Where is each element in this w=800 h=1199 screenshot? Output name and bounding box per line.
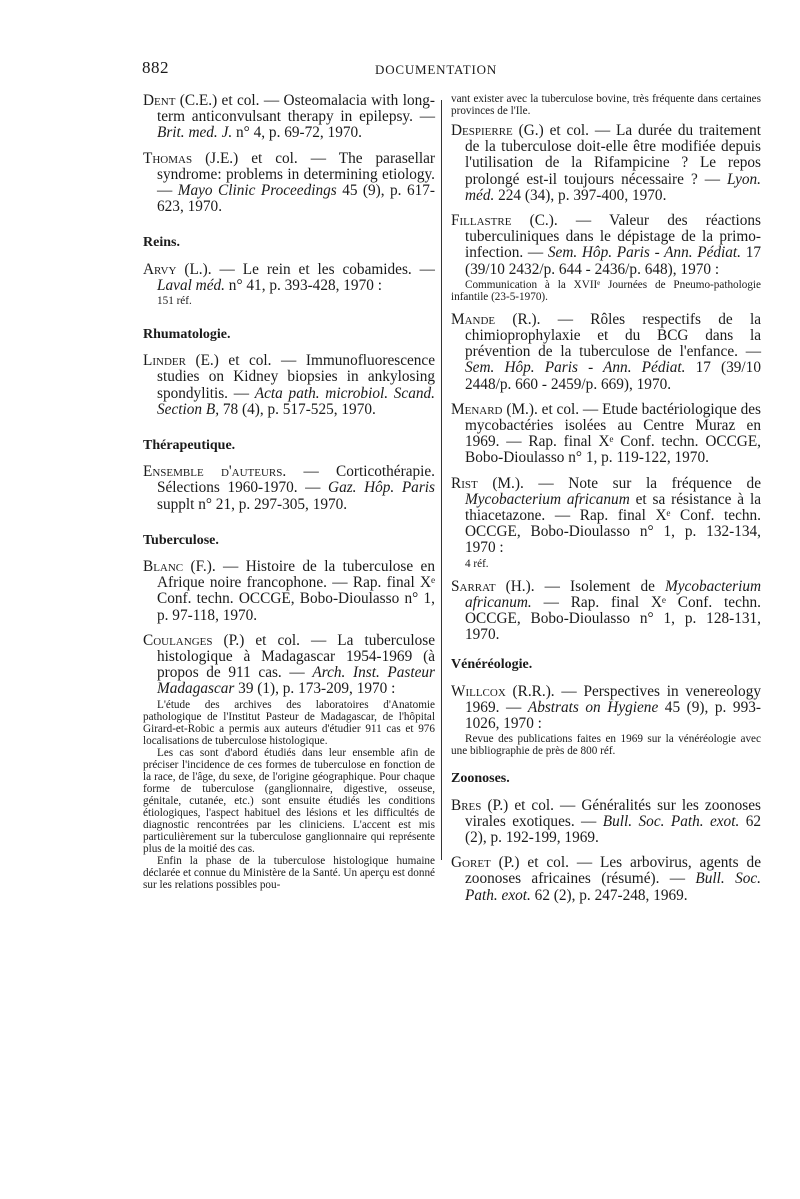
section-heading: Zoonoses.	[451, 771, 510, 787]
entry-journal: Mayo Clinic Proceedings	[177, 182, 337, 200]
entry-citation: 224 (34), p. 397-400, 1970.	[494, 186, 667, 204]
entry-journal: Abstrats on Hygiene	[527, 698, 659, 716]
entry-title: et col. — Osteomalacia with long-term anticonvulsant therapy in epilepsy. —	[157, 92, 435, 126]
column-divider	[441, 100, 442, 860]
entry-title: et col. — Etude bactériologique des mycobactéries isolées au Centre Muraz en 1969. — Rap. final Xᵉ Conf. techn. OCCGE, Bobo-Dioulasso n° 1, p. 119-122, 1970.	[465, 400, 761, 467]
bibliography-entry	[143, 262, 435, 307]
bibliography-entry	[451, 798, 761, 847]
entry-journal: Sem. Hôp. Paris - Ann. Pédiat.	[547, 244, 741, 262]
entry-journal: Lyon. méd.	[465, 170, 761, 204]
entry-citation: 45 (9), p. 617-623, 1970.	[157, 182, 435, 216]
entry-journal: Sem. Hôp. Paris - Ann. Pédiat.	[465, 359, 686, 377]
entry-author: Despierre (G.)	[451, 122, 544, 139]
entry-journal: Laval méd.	[157, 276, 225, 294]
entry-title: et col. — La tuberculose histologique à Madagascar 1954-1969 (à propos de 911 cas. —	[157, 631, 435, 682]
entry-journal: Brit. med. J.	[157, 124, 233, 142]
entry-note	[451, 558, 761, 570]
entry-citation: 62 (2), p. 247-248, 1969.	[530, 886, 688, 904]
entry-journal: Acta path. microbiol. Scand. Section B,	[157, 384, 435, 418]
bibliography-entry	[451, 684, 761, 758]
entry-author: Mande (R.).	[451, 310, 541, 328]
entry-title: et col. — Généralités sur les zoonoses virales exotiques. —	[465, 796, 761, 830]
right-column	[451, 93, 761, 913]
entry-citation: — Rap. final Xᵉ Conf. techn. OCCGE, Bobo-Dioulasso n° 1, p. 128-131, 1970.	[465, 593, 761, 644]
entry-citation: n° 4, p. 69-72, 1970.	[232, 124, 362, 142]
entry-title: et col. — The parasellar syndrome: problems in determining etiology. —	[157, 149, 435, 200]
entry-author: Ensemble d'auteurs.	[143, 463, 287, 481]
note-paragraph: 151 réf.	[157, 295, 192, 308]
entry-journal: Arch. Inst. Pasteur Madagascar	[157, 664, 436, 698]
entry-title: — Rôles respectifs de la chimioprophylaxie et du BCG dans la prévention de la tuberculose de l'enfance. —	[465, 310, 761, 361]
entry-author: Menard (M.).	[451, 400, 538, 418]
note-paragraph: L'étude des archives des laboratoires d'Anatomie pathologique de l'Institut Pasteur de Madagascar, de l'hôpital Girard-et-Robic a permis aux auteurs d'étudier 911 cas et 976 localisations de tuberculose histologique.	[143, 698, 435, 747]
entry-title: et col. — Immunofluorescence studies on Kidney biopsies in ankylosing spondylitis. —	[157, 352, 435, 402]
entry-title: — Valeur des réactions tuberculiniques dans le dépistage de la primo-infection. —	[465, 212, 762, 262]
entry-title: et col. — Les arbovirus, agents de zoonoses africaines (résumé). —	[465, 854, 761, 888]
entry-author: Willcox (R.R.).	[451, 682, 555, 700]
note-paragraph: Les cas sont d'abord étudiés dans leur ensemble afin de préciser l'incidence de ces formes de tuberculose en fonction de la race, de l'âge, du sexe, de l'origine géographique. Pour chaque forme de tuberculose (ganglionnaire, digestive, osseuse, génitale, cutanée, etc.) sont ensuite étudiés les conditions étiologiques, l'aspect habituel des lésions et les difficultés de diagnostic rencontrées par les cliniciens. L'accent est mis particulièrement sur la tuberculose ganglionnaire qui représente plus de la moitié des cas.	[143, 746, 435, 855]
entry-note	[143, 699, 435, 891]
entry-citation: 78 (4), p. 517-525, 1970.	[219, 400, 376, 418]
entry-citation: 45 (9), p. 993-1026, 1970 :	[465, 698, 761, 733]
entry-citation: et sa résistance à la thiacetazone. — Rap. final Xᵉ Conf. techn. OCCGE, Bobo-Dioulasso n° 1, p. 132-134, 1970 :	[465, 490, 761, 557]
bibliography-entry	[143, 633, 435, 891]
entry-note	[451, 733, 761, 757]
entry-author: Linder (E.)	[143, 352, 219, 370]
entry-journal: Gaz. Hôp. Paris	[328, 479, 435, 497]
entry-author: Thomas (J.E.)	[143, 149, 239, 167]
bibliography-entry	[451, 579, 761, 644]
entry-author: Coulanges (P.)	[143, 631, 245, 649]
note-paragraph: Revue des publications faites en 1969 sur la vénéréologie avec une bibliographie de près de 800 réf.	[451, 733, 761, 758]
entry-citation: 62 (2), p. 192-199, 1969.	[465, 812, 761, 846]
entry-note	[451, 279, 761, 303]
entry-title: — Perspectives in venereology 1969. —	[465, 682, 762, 716]
note-paragraph: Communication à la XVIIᵉ Journées de Pneumo-pathologie infantile (23-5-1970).	[451, 278, 761, 303]
page-number: 882	[142, 58, 169, 77]
entry-author: Goret (P.)	[451, 854, 520, 872]
entry-author: Bres (P.)	[451, 796, 509, 814]
entry-citation: 17 (39/10 2432/p. 644 - 2436/p. 648), 1970 :	[465, 244, 761, 278]
entry-author: Rist (M.).	[451, 474, 524, 492]
entry-journal: Mycobacterium africanum	[465, 490, 630, 508]
entry-title: — Histoire de la tuberculose en Afrique noire francophone. — Rap. final Xᵉ Conf. techn. OCCGE, Bobo-Dioulasso n° 1, p. 97-118, 1970.	[157, 558, 435, 624]
note-paragraph: Enfin la phase de la tuberculose histologique humaine déclarée et connue du Ministère de la Santé. Un aperçu est donné sur les relations possibles pou-	[143, 854, 436, 891]
bibliography-entry	[451, 312, 761, 393]
bibliography-entry	[451, 213, 761, 303]
bibliography-entry	[143, 464, 435, 513]
entry-author: Arvy (L.).	[143, 260, 212, 278]
bibliography-entry	[143, 559, 435, 624]
entry-citation: n° 41, p. 393-428, 1970 :	[224, 276, 382, 294]
section-heading: Thérapeutique.	[143, 438, 236, 454]
entry-title: — Isolement de	[534, 577, 666, 595]
entry-citation: 39 (1), p. 173-209, 1970 :	[234, 680, 396, 698]
continued-abstract: vant exister avec la tuberculose bovine, très fréquente dans certaines provinces de l'Ile.	[451, 93, 761, 117]
entry-journal: Bull. Soc. Path. exot.	[602, 812, 740, 830]
section-heading: Rhumatologie.	[143, 327, 231, 343]
entry-note	[143, 295, 435, 307]
bibliography-entry	[451, 855, 761, 904]
bibliography-entry	[143, 151, 435, 216]
entry-title: — Corticothérapie. Sélections 1960-1970. —	[157, 463, 435, 497]
entry-title: — Note sur la fréquence de	[523, 474, 761, 492]
section-heading: Reins.	[143, 235, 180, 251]
entry-author: Sarrat (H.).	[451, 577, 535, 595]
bibliography-entry	[143, 353, 435, 418]
left-column	[143, 93, 435, 900]
bibliography-entry	[451, 476, 761, 570]
entry-author: Dent (C.E.)	[143, 92, 218, 109]
note-paragraph: 4 réf.	[465, 557, 489, 570]
bibliography-entry	[451, 402, 761, 467]
section-heading: Tuberculose.	[143, 532, 219, 548]
entry-journal: Bull. Soc. Path. exot.	[465, 870, 761, 904]
entry-citation: supplt n° 21, p. 297-305, 1970.	[157, 495, 348, 513]
entry-title: et col. — La durée du traitement de la tuberculose doit-elle être modifiée depuis l'utilisation de la Rifampicine ? Le repos prolongé est-il toujours nécessaire ? —	[465, 122, 761, 188]
section-heading: Vénéréologie.	[451, 657, 533, 673]
bibliography-entry	[451, 123, 761, 204]
entry-citation: 17 (39/10 2448/p. 660 - 2459/p. 669), 1970.	[465, 359, 761, 393]
entry-journal: Mycobacterium africanum.	[465, 577, 762, 611]
bibliography-entry	[143, 93, 435, 142]
entry-title: — Le rein et les cobamides. —	[211, 260, 435, 278]
running-title: DOCUMENTATION	[375, 62, 498, 77]
entry-author: Blanc (F.).	[143, 558, 216, 576]
entry-author: Fillastre (C.).	[451, 212, 558, 230]
